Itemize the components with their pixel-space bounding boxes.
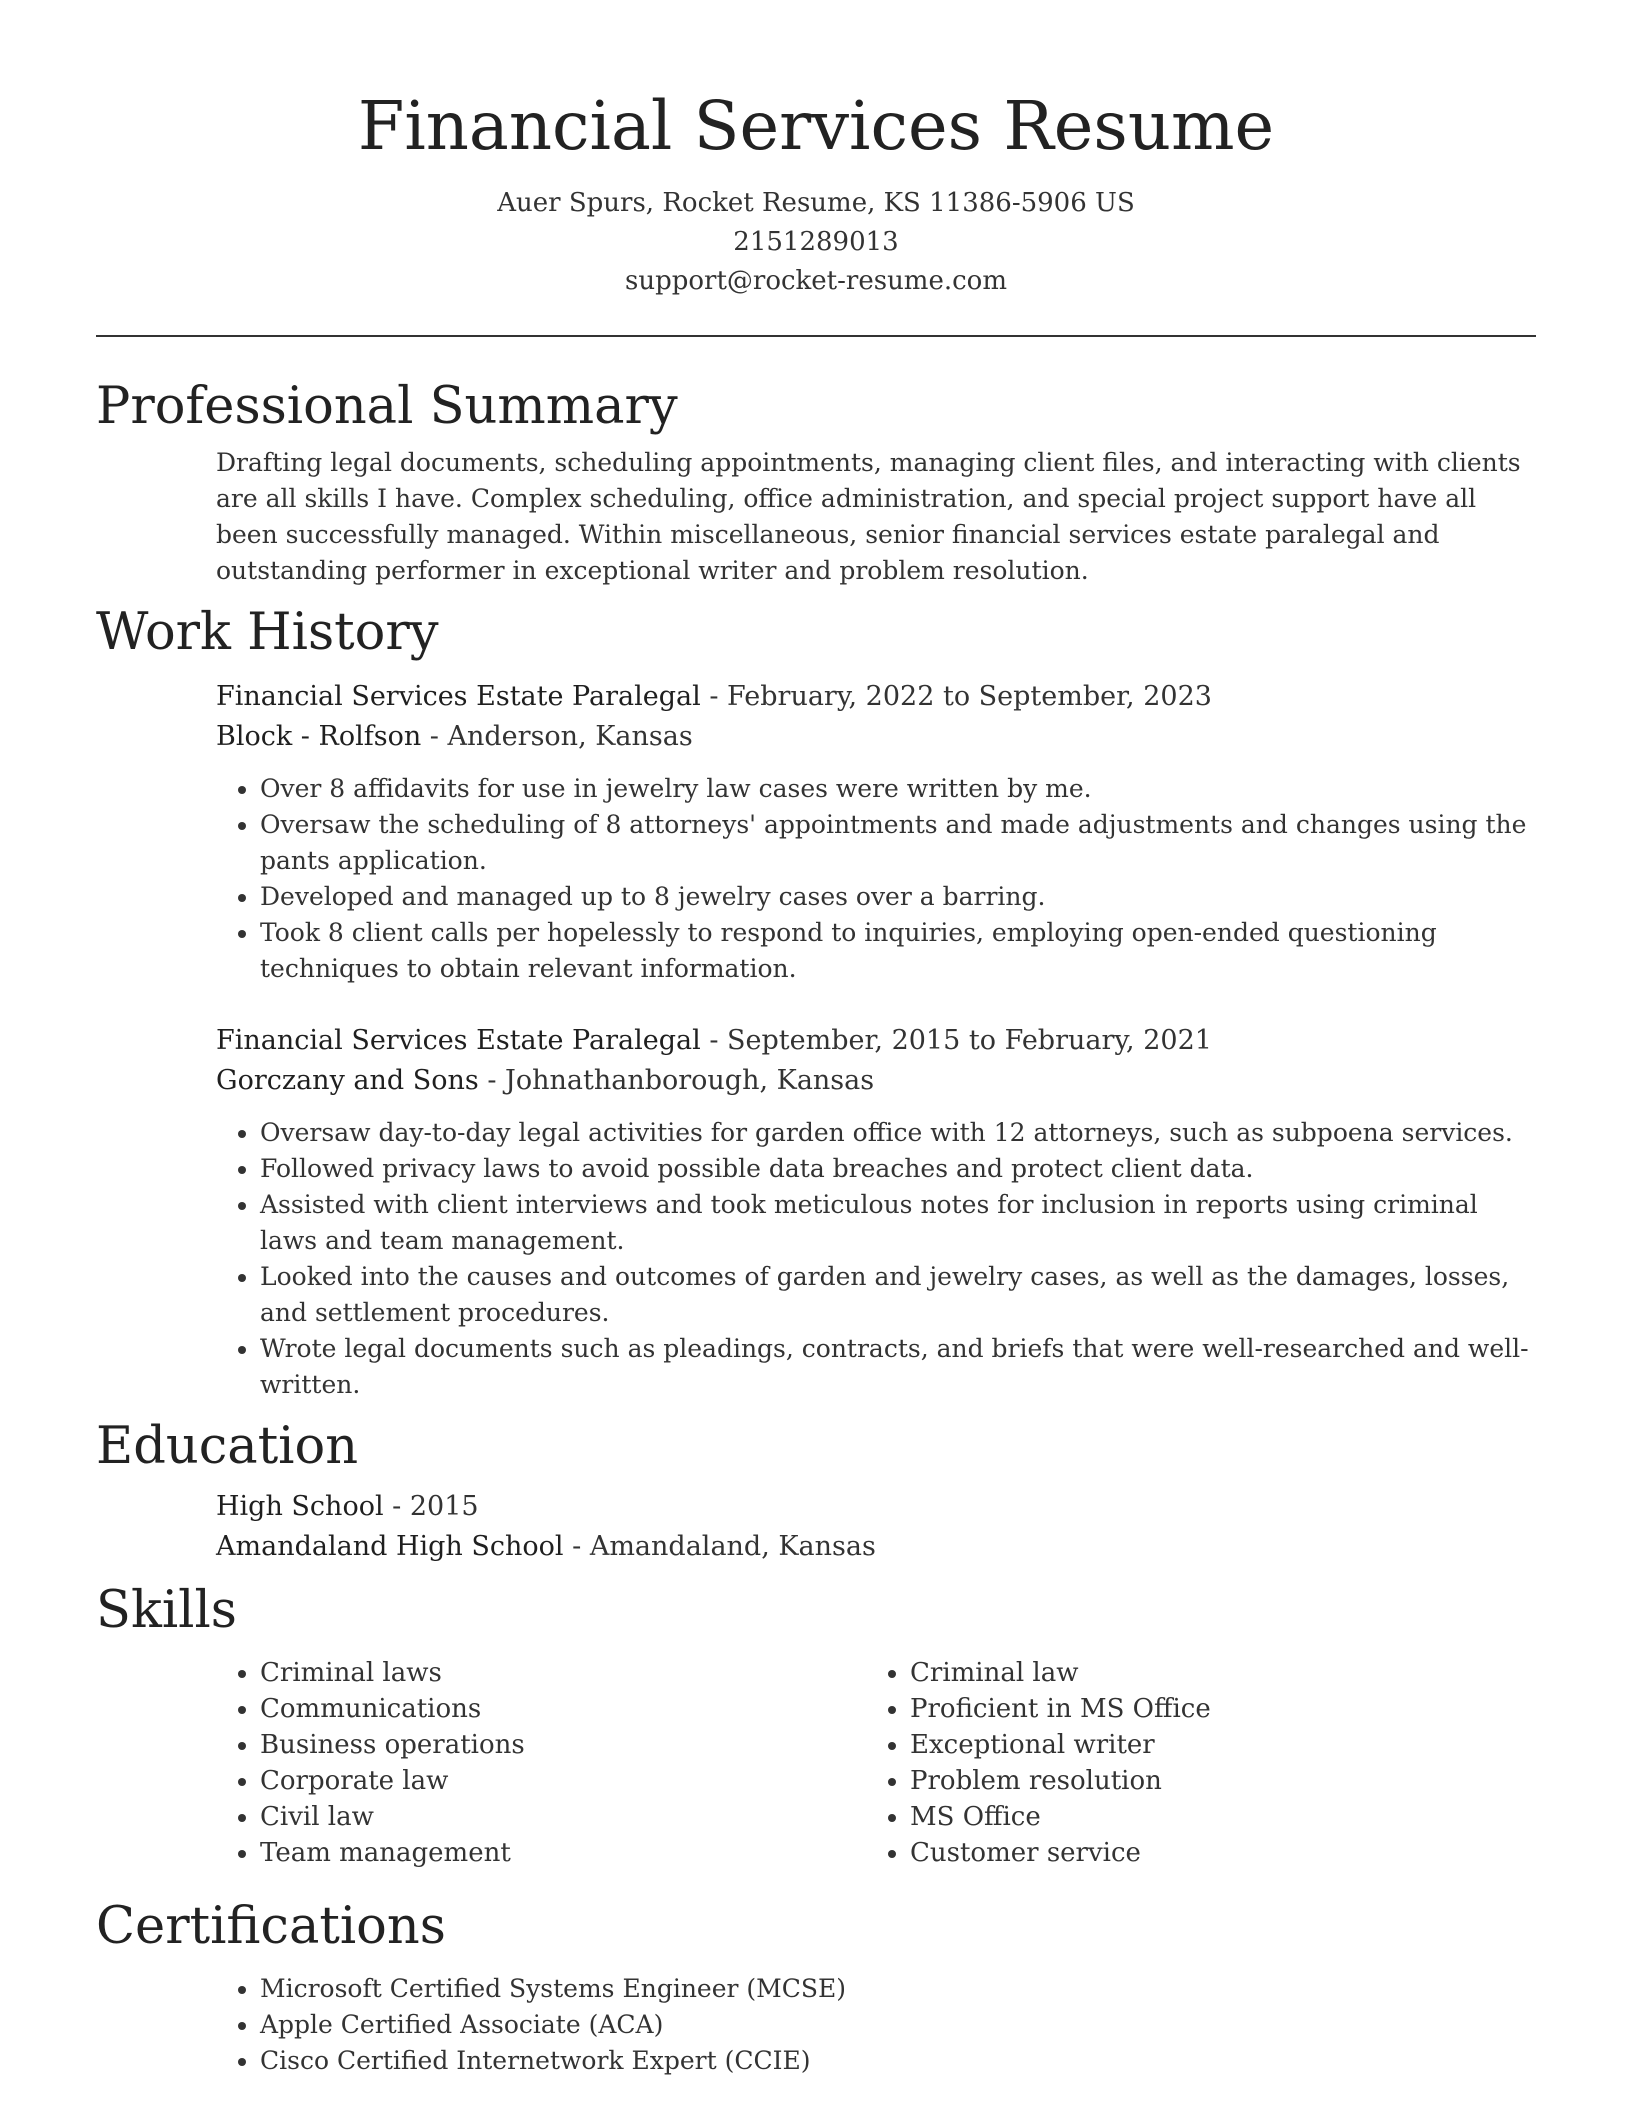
header-divider — [96, 335, 1536, 337]
certifications-list — [216, 1971, 1536, 2079]
job-company-line — [216, 717, 1536, 757]
education-degree-line — [216, 1487, 1536, 1527]
skill-item: • Customer service — [910, 1835, 1516, 1871]
resume-title: Financial Services Resume — [357, 87, 1275, 165]
certification-item: • Microsoft Certified Systems Engineer (MCSE) — [260, 1971, 1536, 2007]
summary-text: Drafting legal documents, scheduling appointments, managing client files, and interacting with clients are all skills I have. Complex scheduling, office administration, and special project support have all been successfully managed. Within miscellaneous, senior financial services estate paralegal and outstanding performer in exceptional writer and problem resolution. — [216, 448, 1521, 585]
job-location: - Anderson, Kansas — [421, 721, 693, 752]
job-location: - Johnathanborough, Kansas — [478, 1065, 875, 1096]
skills-column-right — [866, 1655, 1516, 1871]
job-bullet: • Followed privacy laws to avoid possible data breaches and protect client data. — [260, 1151, 1536, 1187]
section-heading-certifications: Certifications — [96, 1897, 446, 1956]
job-title: Financial Services Estate Paralegal — [216, 681, 701, 712]
job-bullet: • Oversaw day-to-day legal activities for garden office with 12 attorneys, such as subpoena services. — [260, 1115, 1536, 1151]
job-company: Gorczany and Sons — [216, 1065, 479, 1096]
skill-item: • Civil law — [260, 1799, 866, 1835]
skill-item: • Proficient in MS Office — [910, 1691, 1516, 1727]
certification-items — [216, 1971, 1536, 2079]
job-company: Block - Rolfson — [216, 721, 422, 752]
skill-item: • Exceptional writer — [910, 1727, 1516, 1763]
job-bullets — [216, 1115, 1536, 1403]
work-history-list — [216, 677, 1536, 1403]
section-heading-summary: Professional Summary — [96, 377, 678, 436]
job-bullet: • Assisted with client interviews and took meticulous notes for inclusion in reports using criminal laws and team management. — [260, 1187, 1536, 1259]
contact-phone: 2151289013 — [733, 227, 899, 257]
education-degree: High School — [216, 1491, 384, 1522]
section-heading-skills: Skills — [96, 1581, 237, 1640]
job-bullets — [216, 771, 1536, 987]
section-heading-work-history: Work History — [96, 603, 439, 662]
education-school-line — [216, 1527, 1536, 1567]
skill-item: • Corporate law — [260, 1763, 866, 1799]
education-school: Amandaland High School — [216, 1531, 564, 1562]
job-title: Financial Services Estate Paralegal — [216, 1025, 701, 1056]
skill-item: • Problem resolution — [910, 1763, 1516, 1799]
certification-item: • Cisco Certified Internetwork Expert (CCIE) — [260, 2043, 1536, 2079]
job-title-line — [216, 1021, 1536, 1061]
skill-item: • Criminal law — [910, 1655, 1516, 1691]
education-entry — [216, 1487, 1536, 1567]
job-dates: - September, 2015 to February, 2021 — [700, 1025, 1212, 1056]
skill-item: • MS Office — [910, 1799, 1516, 1835]
skill-item: • Communications — [260, 1691, 866, 1727]
job-bullet: • Over 8 affidavits for use in jewelry law cases were written by me. — [260, 771, 1536, 807]
job-bullet: • Oversaw the scheduling of 8 attorneys' appointments and made adjustments and changes using the pants application. — [260, 807, 1536, 879]
job-entry — [216, 1021, 1536, 1403]
certification-item: • Apple Certified Associate (ACA) — [260, 2007, 1536, 2043]
section-heading-education: Education — [96, 1417, 359, 1476]
job-bullet: • Wrote legal documents such as pleadings, contracts, and briefs that were well-researched and well-written. — [260, 1331, 1536, 1403]
job-bullet: • Took 8 client calls per hopelessly to respond to inquiries, employing open-ended questioning techniques to obtain relevant information. — [260, 915, 1536, 987]
job-bullet: • Developed and managed up to 8 jewelry cases over a barring. — [260, 879, 1536, 915]
job-title-line — [216, 677, 1536, 717]
skills-grid — [216, 1655, 1536, 1871]
job-dates: - February, 2022 to September, 2023 — [700, 681, 1212, 712]
contact-block — [96, 184, 1536, 301]
job-bullet: • Looked into the causes and outcomes of garden and jewelry cases, as well as the damages, losses, and settlement procedures. — [260, 1259, 1536, 1331]
job-entry — [216, 677, 1536, 987]
education-year: - 2015 — [383, 1491, 479, 1522]
resume-page — [96, 0, 1536, 2079]
education-location: - Amandaland, Kansas — [563, 1531, 876, 1562]
skills-column-left — [216, 1655, 866, 1871]
skill-item: • Business operations — [260, 1727, 866, 1763]
skill-item: • Team management — [260, 1835, 866, 1871]
contact-address: Auer Spurs, Rocket Resume, KS 11386-5906 US — [497, 188, 1135, 218]
job-company-line — [216, 1061, 1536, 1101]
skill-item: • Criminal laws — [260, 1655, 866, 1691]
contact-email: support@rocket-resume.com — [624, 266, 1007, 296]
